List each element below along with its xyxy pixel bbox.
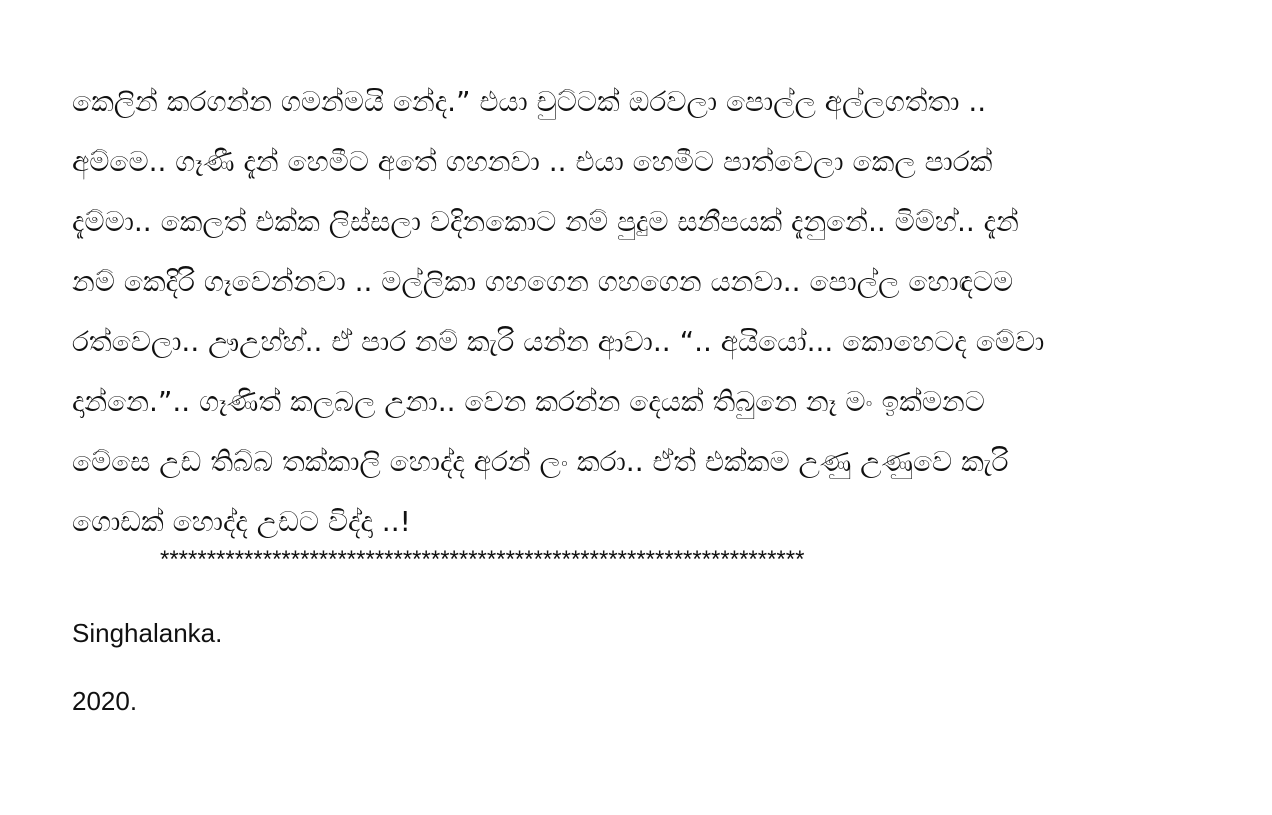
paragraph-line-3: දැම්මා.. කෙලත් එක්ක ලිස්සලා වදිනකොට නම් පුදුම සනීපයක් දැනුනේ.. මිම්හ්.. දැන් [72,205,1019,238]
paragraph-line-4: නම් කෙදිරි ගෑවෙන්නවා .. මල්ලිකා ගහගෙන ගහගෙන යනවා.. පොල්ල හොඳටම [72,265,1014,298]
paragraph-line-7: මේසෙ උඩ තිබ්බ තක්කාලි හොද්ද අරන් ලං කරා.. ඒත් එක්කම උණු උණුවෙ කැරි [72,445,1009,478]
paragraph-line-2: අම්මෙ.. ගෑණී දැන් හෙමීට අතේ ගහනවා .. එයා හෙමීට පාත්වෙලා කෙල පාරක් [72,145,993,178]
paragraph-line-1: කෙලින් කරගන්න ගමන්මයි නේද.” එයා චුට්ටක් ඔරවලා පොල්ල අල්ලගත්තා .. [72,85,987,118]
story-paragraph [72,72,1202,552]
paragraph-line-6: දාන්නෙ.”.. ගෑණිත් කලබල උනා.. වෙන කරන්න දෙයක් තිබුනෙ නෑ මං ඉක්මනට [72,385,985,418]
asterisk-separator: ********************************************************************* [160,546,805,573]
paragraph-line-5: රත්වෙලා.. ඌඋහ්හ්.. ඒ පාර නම් කැරි යන්න ආවා.. “.. අයියෝ... කොහෙටද මේවා [72,325,1045,358]
publication-year: 2020. [72,686,138,716]
author-signature: Singhalanka. [72,618,223,648]
paragraph-line-8: ගොඩක් හොද්ද උඩට විද්දා ..! [72,505,411,538]
